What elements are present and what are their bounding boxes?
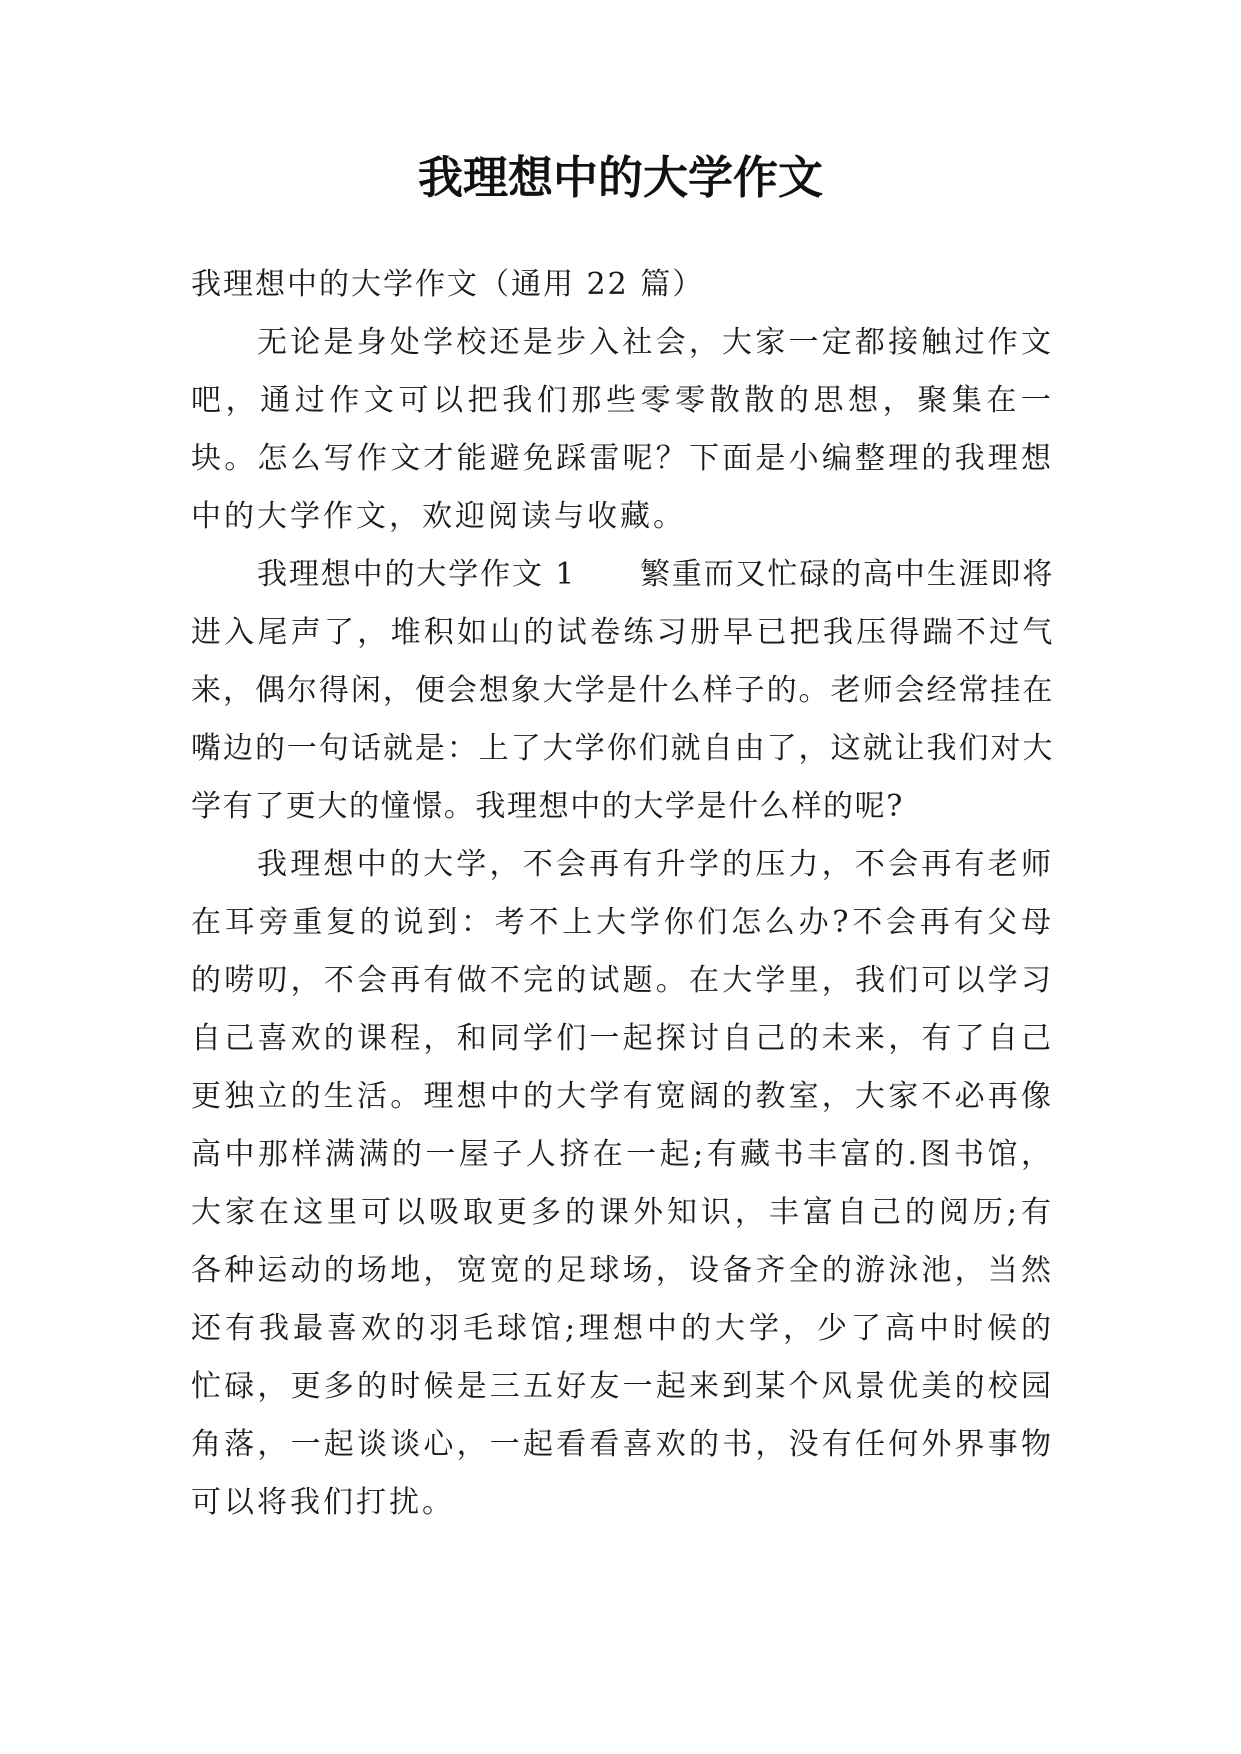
document-subtitle: 我理想中的大学作文（通用 22 篇）: [191, 267, 705, 302]
document-body: [191, 256, 1054, 1532]
document-title: 我理想中的大学作文: [417, 151, 823, 204]
paragraph-essay-1-opening: 我理想中的大学作文 1 繁重而又忙碌的高中生涯即将进入尾声了，堆积如山的试卷练习册早已把我压得踹不过气来，偶尔得闲，便会想象大学是什么样子的。老师会经常挂在嘴边的一句话就是：上了大学你们就自由了，这就让我们对大学有了更大的憧憬。我理想中的大学是什么样的呢?: [191, 557, 1054, 824]
paragraph-essay-1-body: 我理想中的大学，不会再有升学的压力，不会再有老师在耳旁重复的说到：考不上大学你们怎么办?不会再有父母的唠叨，不会再有做不完的试题。在大学里，我们可以学习自己喜欢的课程，和同学们一起探讨自己的未来，有了自己更独立的生活。理想中的大学有宽阔的教室，大家不必再像高中那样满满的一屋子人挤在一起;有藏书丰富的.图书馆，大家在这里可以吸取更多的课外知识，丰富自己的阅历;有各种运动的场地，宽宽的足球场，设备齐全的游泳池，当然还有我最喜欢的羽毛球馆;理想中的大学，少了高中时候的忙碌，更多的时候是三五好友一起来到某个风景优美的校园角落，一起谈谈心，一起看看喜欢的书，没有任何外界事物可以将我们打扰。: [191, 847, 1054, 1520]
paragraph-intro: 无论是身处学校还是步入社会，大家一定都接触过作文吧，通过作文可以把我们那些零零散散的思想，聚集在一块。怎么写作文才能避免踩雷呢？下面是小编整理的我理想中的大学作文，欢迎阅读与收藏。: [191, 325, 1054, 534]
